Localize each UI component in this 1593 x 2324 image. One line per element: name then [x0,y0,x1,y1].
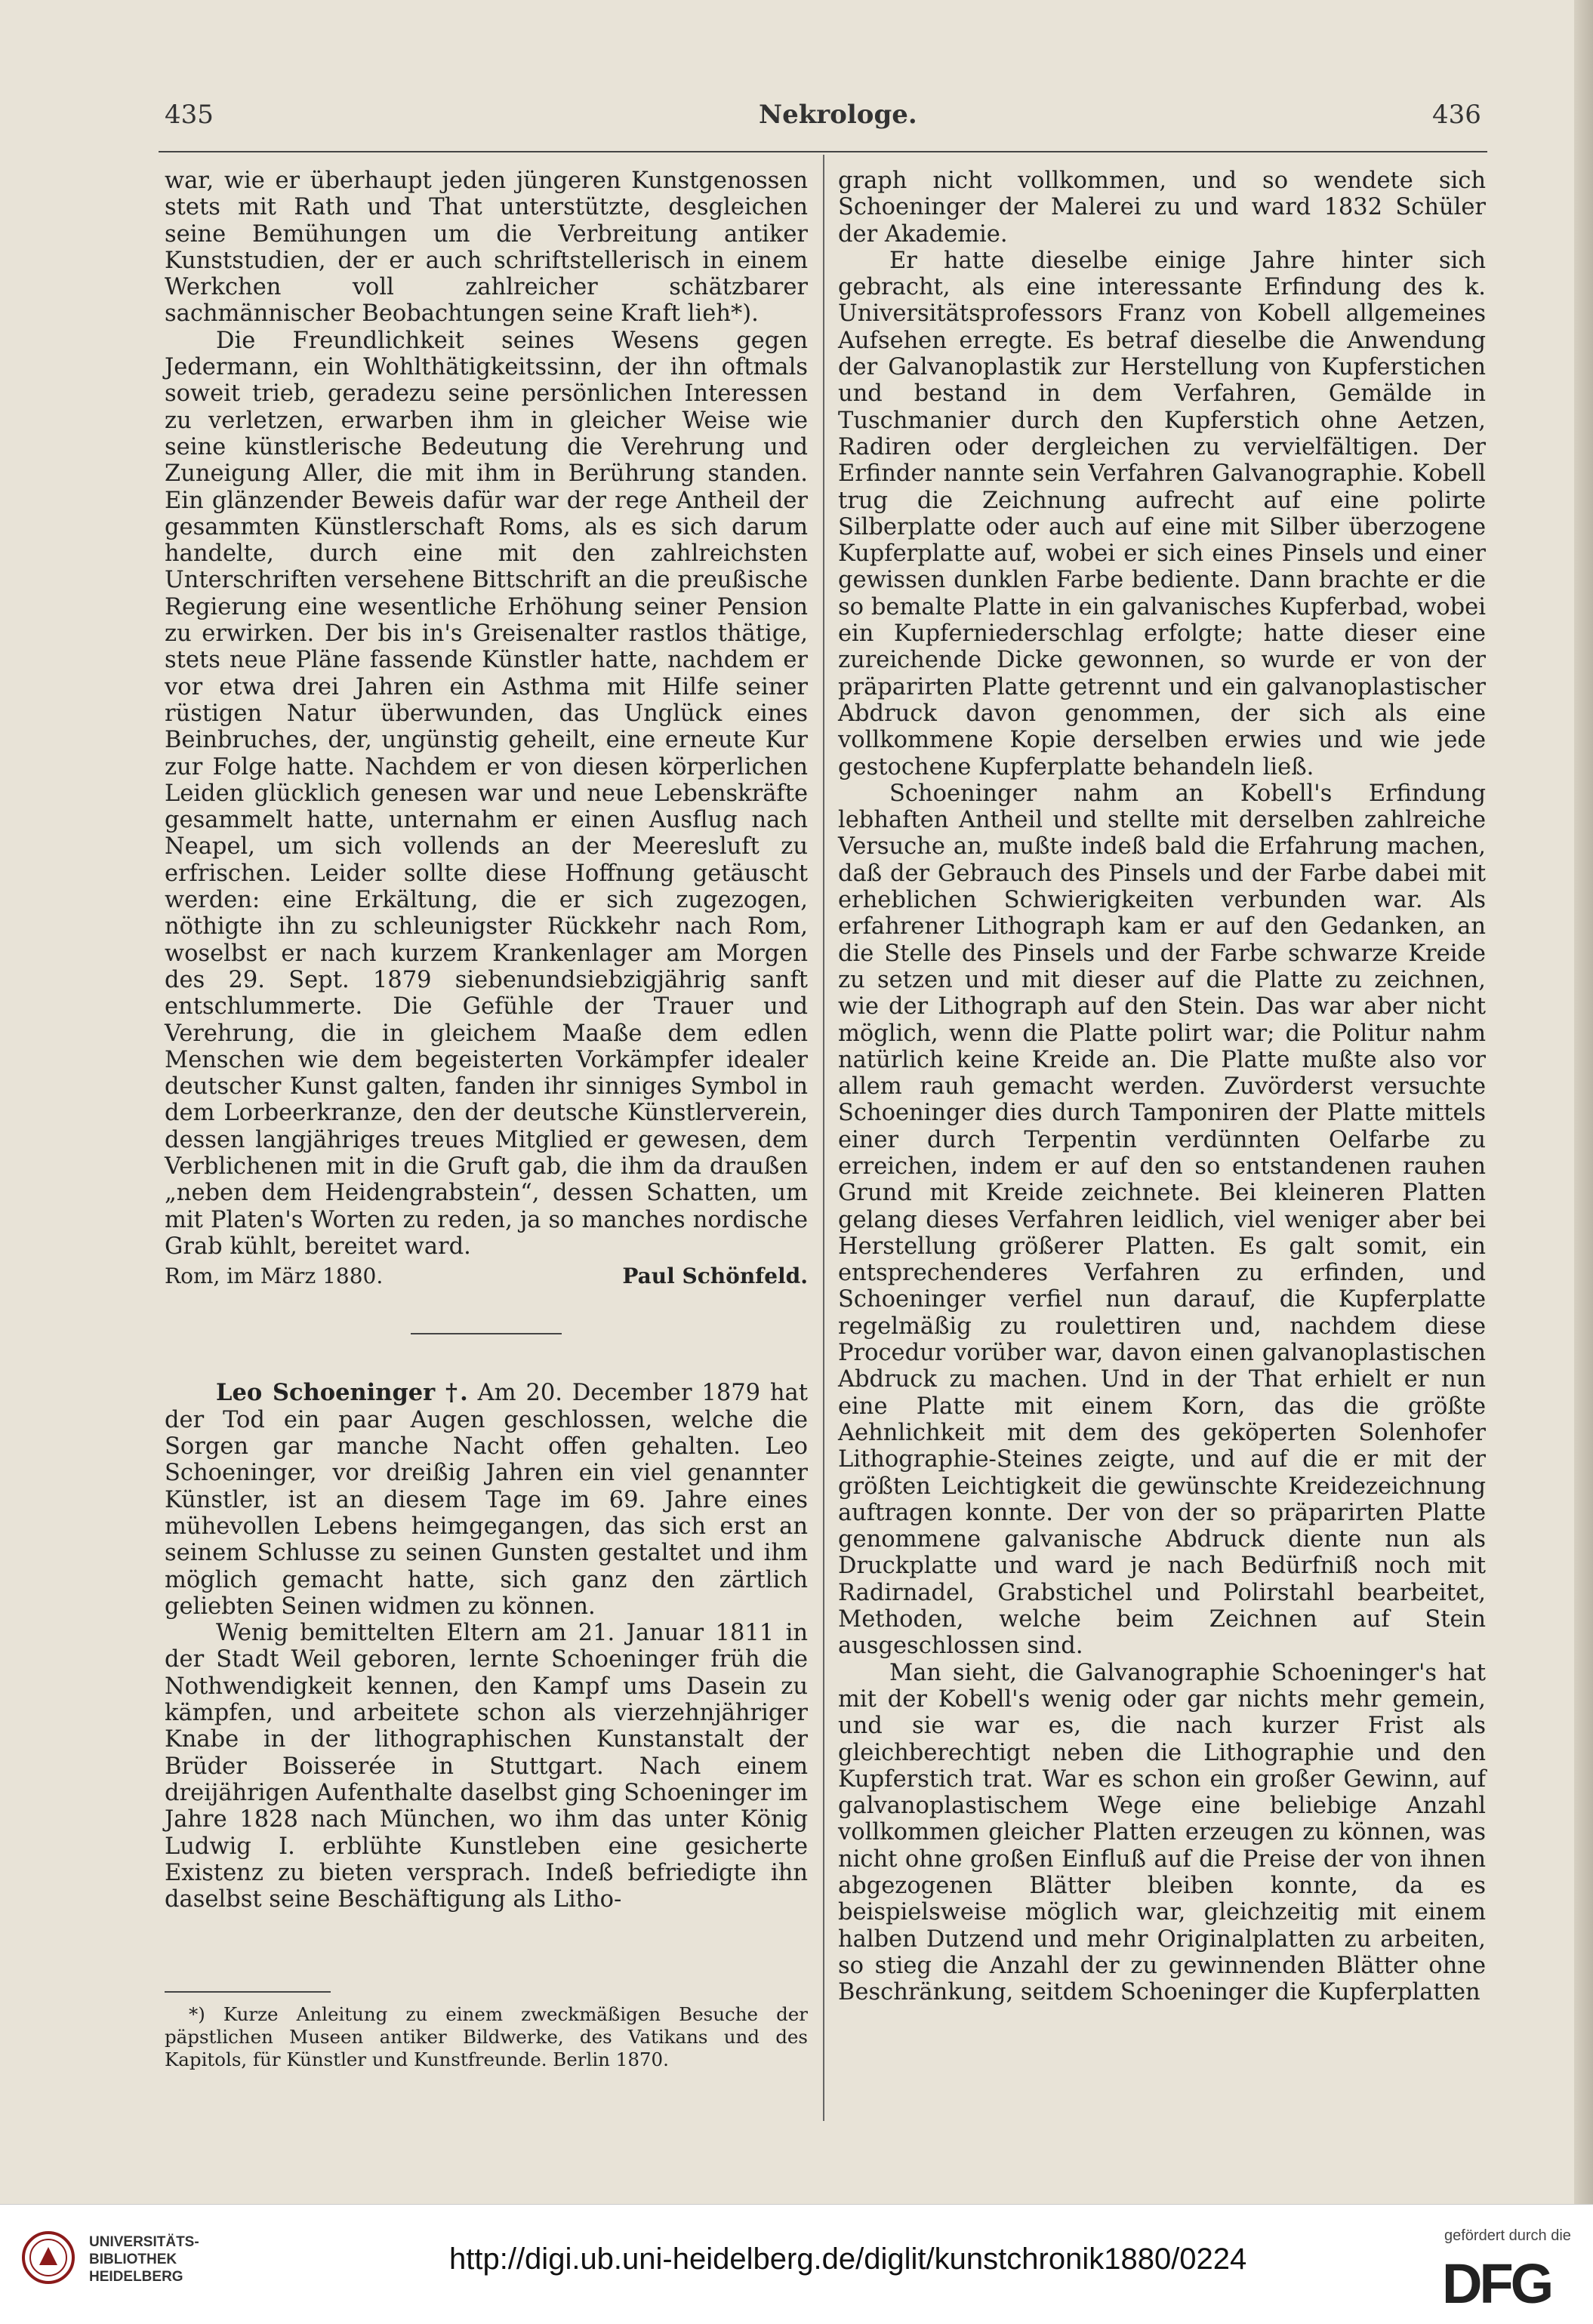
right-column [838,168,1486,2005]
dfg-logo: DFG [1442,2252,1551,2315]
institution-name [89,2233,199,2286]
footnote-rule [165,1991,331,1993]
funding-label: gefördert durch die [1444,2227,1571,2244]
university-seal-icon [21,2230,75,2285]
signoff-place-date: Rom, im März 1880. [165,1264,384,1289]
institution-line: HEIDELBERG [89,2269,183,2285]
paragraph: Er hatte dieselbe einige Jahre hinter sich gebracht, als eine interessante Erfindung des k. Universitätsprofessors Franz von Kobell allgemeines Aufsehen erregte. Es betraf dieselbe die Anwendung der Galvanoplastik zur Herstellung von Kupferstichen und bestand in dem Verfahren, Gemälde in Tuschmanier durch den Kupferstich ohne Aetzen, Radiren oder dergleichen zu vervielfältigen. Der Erfinder nannte sein Verfahren Galvanographie. Kobell trug die Zeichnung aufrecht auf eine polirte Silberplatte oder auch auf eine mit Silber überzogene Kupferplatte auf, wobei er sich eines Pinsels und einer gewissen dunklen Farbe bediente. Dann brachte er die so bemalte Platte in ein galvanisches Kupferbad, wobei ein Kupferniederschlag erfolgte; hatte dieser eine zureichende Dicke gewonnen, so wurde er von der präparirten Platte getrennt und ein galvanoplastischer Abdruck davon genommen, der sich als eine vollkommene Kopie derselben erwies und wie jede gestochene Kupferplatte behandeln ließ. [838,247,1486,780]
signoff-author: Paul Schönfeld. [622,1264,808,1289]
paragraph: Die Freundlichkeit seines Wesens gegen Jedermann, ein Wohlthätigkeitssinn, der ihn oftmals soweit trieb, geradezu seine persönlichen Interessen zu verletzen, erwarben ihm in gleicher Weise wie seine künstlerische Bedeutung die Verehrung und Zuneigung Aller, die mit ihm in Berührung standen. Ein glänzender Beweis dafür war der rege Antheil der gesammten Künstlerschaft Roms, als es sich darum handelte, durch eine mit den zahlreichsten Unterschriften versehene Bittschrift an die preußische Regierung eine wesentliche Erhöhung seiner Pension zu erwirken. Der bis in's Greisenalter rastlos thätige, stets neue Pläne fassende Künstler hatte, nachdem er vor etwa drei Jahren ein Asthma mit Hilfe seiner rüstigen Natur überwunden, das Unglück eines Beinbruches, der, ungünstig geheilt, eine erneute Kur zur Folge hatte. Nachdem er von diesen körperlichen Leiden glücklich genesen war und neue Lebenskräfte gesammelt hatte, unternahm er einen Ausflug nach Neapel, um sich vollends an der Meeresluft zu erfrischen. Leider sollte diese Hoffnung getäuscht werden: eine Erkältung, die er sich zugezogen, nöthigte ihn zu schleunigster Rückkehr nach Rom, woselbst er nach kurzem Krankenlager am Morgen des 29. Sept. 1879 siebenundsiebzigjährig sanft entschlummerte. Die Gefühle der Trauer und Verehrung, die in gleichem Maaße dem edlen Menschen wie dem begeisterten Vorkämpfer idealer deutscher Kunst galten, fanden ihr sinniges Symbol in dem Lorbeerkranze, den der deutsche Künstlerverein, dessen langjähriges treues Mitglied er gewesen, dem Verblichenen mit in die Gruft gab, die ihm da draußen „neben dem Heidengrabstein“, dessen Schatten, um mit Platen's Worten zu reden, ja so manches nordische Grab kühlt, bereitet ward. [165,327,808,1260]
footnote-text: *) Kurze Anleitung zu einem zweckmäßigen Besuche der päpstlichen Museen antiker Bildwerke, des Vatikans und des Kapitols, für Künstler und Kunstfreunde. Berlin 1870. [165,2003,808,2071]
paragraph: war, wie er überhaupt jeden jüngeren Kunstgenossen stets mit Rath und That unterstützte, desgleichen seine Bemühungen um die Verbreitung antiker Kunststudien, der er auch schriftstellerisch in einem Werkchen voll zahlreicher schätzbarer sachmännischer Beobachtungen seine Kraft lieh*). [165,168,808,328]
paragraph: Schoeninger nahm an Kobell's Erfindung lebhaften Antheil und stellte mit derselben zahlreiche Versuche an, mußte indeß bald die Erfahrung machen, daß der Gebrauch des Pinsels und der Farbe dabei mit erheblichen Schwierigkeiten verbunden war. Als erfahrener Lithograph kam er auf den Gedanken, an die Stelle des Pinsels und der Farbe schwarze Kreide zu setzen und mit dieser auf die Platte zu zeichnen, wie der Lithograph auf den Stein. Das war aber nicht möglich, wenn die Platte polirt war; die Politur nahm natürlich keine Kreide an. Die Platte mußte also vor allem rauh gemacht werden. Zuvörderst versuchte Schoeninger dies durch Tamponiren der Platte mittels einer durch Terpentin verdünnten Oelfarbe zu erreichen, indem er auf den so entstandenen rauhen Grund mit Kreide zeichnete. Bei kleineren Platten gelang dieses Verfahren leidlich, viel weniger aber bei Herstellung größerer Platten. Es galt somit, ein entsprechenderes Verfahren zu erfinden, und Schoeninger verfiel nun darauf, die Kupferplatte regelmäßig zu roulettiren und, nachdem diese Procedur vorüber war, davon einen galvanoplastischen Abdruck zu machen. Und in der That erhielt er nun eine Platte mit einem Korn, das die größte Aehnlichkeit mit dem des geköperten Solenhofer Lithographie-Steines zeigte, und auf die er mit der größten Leichtigkeit die gewünschte Kreidezeichnung auftragen konnte. Der von der so präparirten Platte genommene galvanische Abdruck diente nun als Druckplatte und ward je nach Bedürfniß noch mit Radirnadel, Grabstichel und Polirstahl bearbeitet, Methoden, welche beim Zeichnen auf Stein ausgeschlossen sind. [838,780,1486,1660]
obituary-heading: Leo Schoeninger †. [216,1379,468,1407]
institution-line: BIBLIOTHEK [89,2252,177,2267]
left-column [165,168,808,2071]
paragraph: Wenig bemittelten Eltern am 21. Januar 1811 in der Stadt Weil geboren, lernte Schoeninger früh die Nothwendigkeit kennen, den Kampf ums Dasein zu kämpfen, und arbeitete schon als vierzehnjähriger Knabe in der lithographischen Kunstanstalt der Brüder Boisserée in Stuttgart. Nach einem dreijährigen Aufenthalte daselbst ging Schoeninger im Jahre 1828 nach München, wo ihm das unter König Ludwig I. erblühte Kunstleben eine gesicherte Existenz zu bieten versprach. Indeß befriedigte ihn daselbst seine Beschäftigung als Litho- [165,1620,808,1913]
paragraph: Man sieht, die Galvanographie Schoeninger's hat mit der Kobell's wenig oder gar nichts mehr gemein, und sie war es, die nach kurzer Frist als gleichberechtigt neben die Lithographie und den Kupferstich trat. War es schon ein großer Gewinn, auf galvanoplastischem Wege eine beliebige Anzahl vollkommen gleicher Platten erzeugen zu können, was nicht ohne großen Einfluß auf die Preise der von ihnen abgezogenen Blätter bleiben konnte, da es beispielsweise möglich war, gleichzeitig mit einem halben Dutzend und mehr Originalplatten zu arbeiten, so stieg die Anzahl der zu gewinnenden Blätter ohne Beschränkung, seitdem Schoeninger die Kupferplatten [838,1659,1486,2006]
header-rule [159,151,1487,152]
paragraph: graph nicht vollkommen, und so wendete sich Schoeninger der Malerei zu und ward 1832 Schüler der Akademie. [838,168,1486,248]
page-number-left: 435 [165,100,214,130]
page-number-right: 436 [1432,100,1481,130]
obituary-text: Am 20. December 1879 hat der Tod ein paar Augen geschlossen, welche die Sorgen gar manche Nacht offen gehalten. Leo Schoeninger, vor dreißig Jahren ein viel genannter Künstler, ist an diesem Tage im 69. Jahre eines mühevollen Lebens heimgegangen, das sich erst an seinem Schlusse zu seinen Gunsten gestaltet und ihm möglich gemacht hatte, sich ganz den zärtlich geliebten Seinen widmen zu können. [165,1380,808,1620]
signoff [165,1263,808,1289]
footnote [165,2003,808,2071]
section-divider [411,1333,562,1334]
column-divider [823,155,824,2121]
running-title: Nekrologe. [759,100,917,130]
permalink[interactable]: http://digi.ub.uni-heidelberg.de/diglit/kunstchronik1880/0224 [449,2242,1247,2276]
page-edge-shadow [1574,0,1593,2204]
digitization-footer [0,2204,1593,2324]
institution-line: UNIVERSITÄTS- [89,2234,199,2250]
obituary-start [165,1380,808,1620]
